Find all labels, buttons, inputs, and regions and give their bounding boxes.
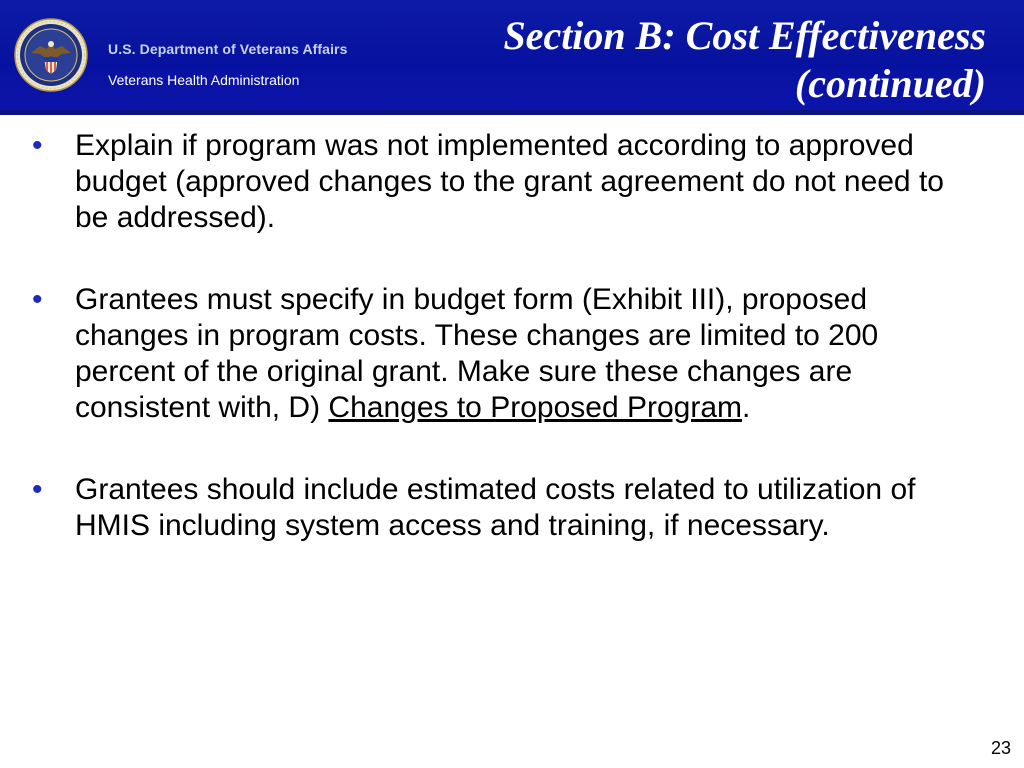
- slide-title-line-1: Section B: Cost Effectiveness: [503, 13, 986, 58]
- header-banner: [0, 0, 1024, 115]
- changes-to-proposed-program-link[interactable]: Changes to Proposed Program: [328, 391, 742, 424]
- bullet-marker: •: [32, 129, 43, 162]
- bullet-text-end: .: [742, 391, 751, 424]
- bullet-item: [32, 282, 962, 426]
- bullet-item: [32, 128, 962, 236]
- bullet-item: [32, 472, 962, 544]
- bullet-marker: •: [32, 473, 43, 506]
- bullet-marker: •: [32, 283, 43, 316]
- va-seal-icon: [14, 18, 88, 92]
- bullet-text: Grantees must specify in budget form (Exhibit III), proposed changes in program costs. These changes are limited to 200 percent of the original grant. Make sure these changes are consistent with, D): [75, 283, 879, 424]
- bullet-text: Explain if program was not implemented according to approved budget (approved changes to the grant agreement do not need to be addressed).: [75, 129, 944, 234]
- bullet-text: Grantees should include estimated costs related to utilization of HMIS including system access and training, if necessary.: [75, 473, 916, 542]
- org-name: U.S. Department of Veterans Affairs: [108, 41, 348, 57]
- org-subtitle: Veterans Health Administration: [108, 72, 300, 88]
- banner-bottom-border: [0, 110, 1024, 115]
- bullet-list: [32, 128, 962, 544]
- page-number: 23: [990, 738, 1011, 758]
- slide-title: [386, 12, 986, 108]
- slide-title-line-2: (continued): [794, 61, 986, 106]
